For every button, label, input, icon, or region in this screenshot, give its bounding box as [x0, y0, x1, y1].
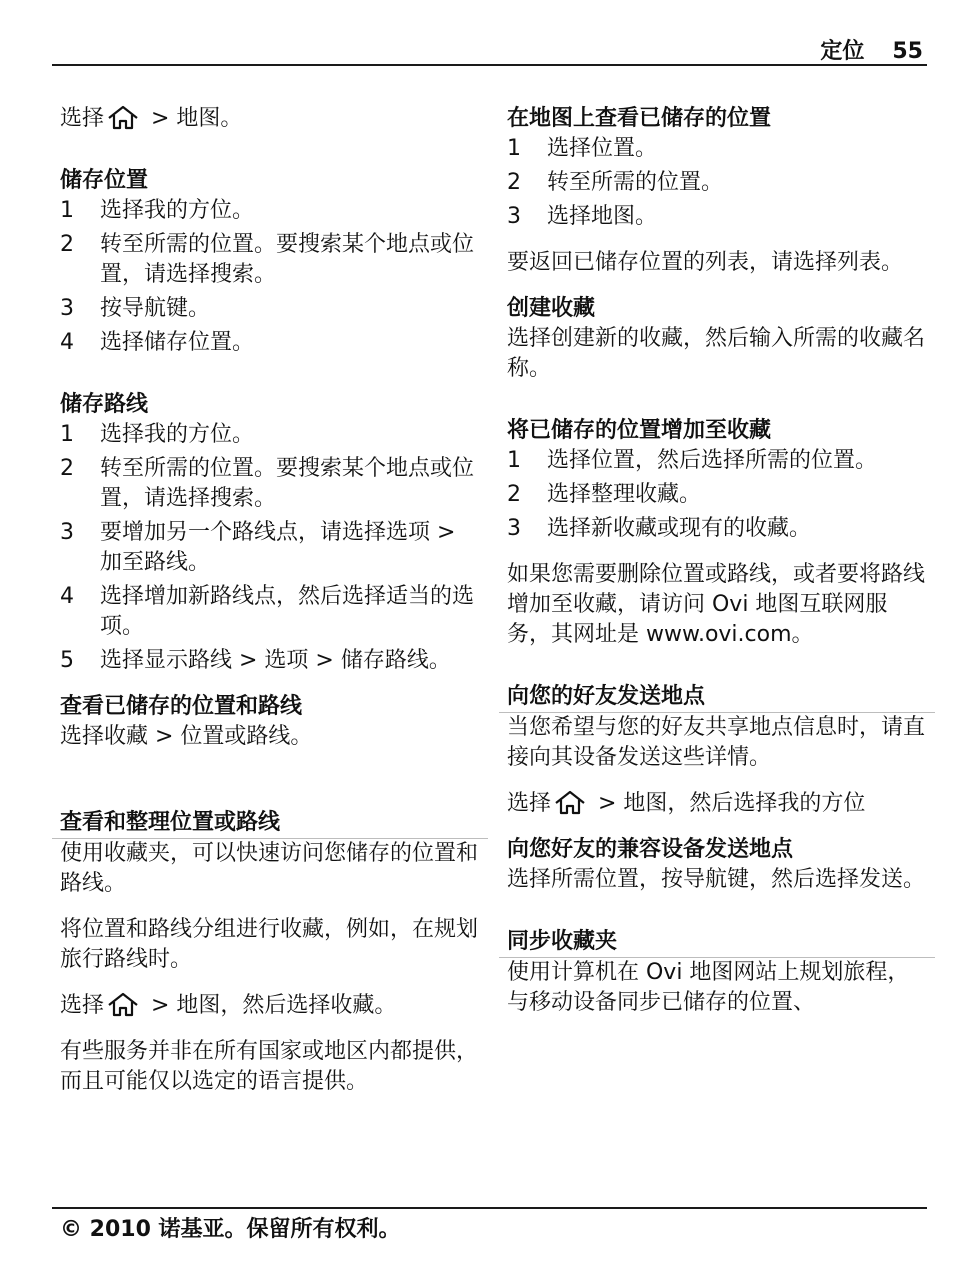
list-item: 1 选择位置。 [507, 136, 658, 161]
home-icon [106, 992, 140, 1018]
organize-paragraph-4: 有些服务并非在所有国家或地区内都提供，而且可能仅以选定的语言提供。 [60, 1039, 479, 1094]
create-collection-text: 选择创建新的收藏，然后输入所需的收藏名称。 [507, 326, 926, 381]
list-item: 3 选择地图。 [507, 204, 658, 229]
organize-heading: 查看和整理位置或路线 [52, 808, 488, 839]
page-number: 55 [892, 39, 923, 64]
list-item: 4 选择储存位置。 [60, 330, 255, 355]
organize-paragraph-1: 使用收藏夹，可以快速访问您储存的位置和路线。 [60, 841, 479, 896]
list-item: 2 转至所需的位置。要搜索某个地点或位置，请选择搜索。 [60, 456, 475, 511]
header-rule [52, 64, 927, 66]
view-saved-text: 选择收藏 > 位置或路线。 [60, 724, 313, 749]
page-header [820, 34, 923, 65]
list-item: 5 选择显示路线 > 选项 > 储存路线。 [60, 648, 451, 673]
list-item: 1 选择我的方位。 [60, 198, 255, 223]
right-column [507, 104, 927, 1034]
footer-rule [52, 1207, 927, 1209]
view-on-map-steps [507, 134, 927, 232]
sync-text: 使用计算机在 Ovi 地图网站上规划旅程，与移动设备同步已储存的位置、 [507, 960, 910, 1015]
view-saved-heading: 查看已储存的位置和路线 [60, 694, 303, 719]
add-to-collection-steps [507, 446, 927, 544]
section-title: 定位 [820, 39, 865, 64]
view-on-map-text: 要返回已储存位置的列表，请选择列表。 [507, 250, 904, 275]
list-item: 2 选择整理收藏。 [507, 482, 702, 507]
organize-paragraph-3: 选择 > 地图，然后选择收藏。 [60, 993, 397, 1018]
list-item: 4 选择增加新路线点，然后选择适当的选项。 [60, 584, 475, 639]
save-route-steps [60, 420, 480, 676]
save-place-steps [60, 196, 480, 358]
left-column [60, 104, 480, 1113]
list-item: 1 选择位置，然后选择所需的位置。 [507, 448, 878, 473]
save-route-heading: 储存路线 [60, 392, 149, 417]
view-on-map-heading: 在地图上查看已储存的位置 [507, 106, 772, 131]
list-item: 3 按导航键。 [60, 296, 211, 321]
save-place-heading: 储存位置 [60, 168, 149, 193]
home-icon [106, 105, 140, 131]
list-item: 1 选择我的方位。 [60, 422, 255, 447]
list-item: 3 要增加另一个路线点，请选择选项 > 加至路线。 [60, 520, 456, 575]
add-to-collection-heading: 将已储存的位置增加至收藏 [507, 418, 772, 443]
send-place-paragraph-2: 选择 > 地图，然后选择我的方位 [507, 791, 866, 816]
organize-paragraph-2: 将位置和路线分组进行收藏，例如，在规划旅行路线时。 [60, 917, 479, 972]
intro-paragraph: 选择 > 地图。 [60, 106, 243, 131]
send-compatible-text: 选择所需位置，按导航键，然后选择发送。 [507, 867, 926, 892]
sync-heading: 同步收藏夹 [499, 927, 935, 958]
list-item: 2 转至所需的位置。要搜索某个地点或位置，请选择搜索。 [60, 232, 475, 287]
send-place-heading: 向您的好友发送地点 [499, 682, 935, 713]
home-icon [553, 790, 587, 816]
create-collection-heading: 创建收藏 [507, 296, 596, 321]
send-compatible-heading: 向您好友的兼容设备发送地点 [507, 837, 794, 862]
footer-copyright: © 2010 诺基亚。保留所有权利。 [60, 1217, 401, 1242]
add-to-collection-text: 如果您需要删除位置或路线，或者要将路线增加至收藏，请访问 Ovi 地图互联网服务，其网址是 www.ovi.com。 [507, 562, 926, 647]
list-item: 3 选择新收藏或现有的收藏。 [507, 516, 812, 541]
list-item: 2 转至所需的位置。 [507, 170, 724, 195]
send-place-paragraph-1: 当您希望与您的好友共享地点信息时，请直接向其设备发送这些详情。 [507, 715, 926, 770]
